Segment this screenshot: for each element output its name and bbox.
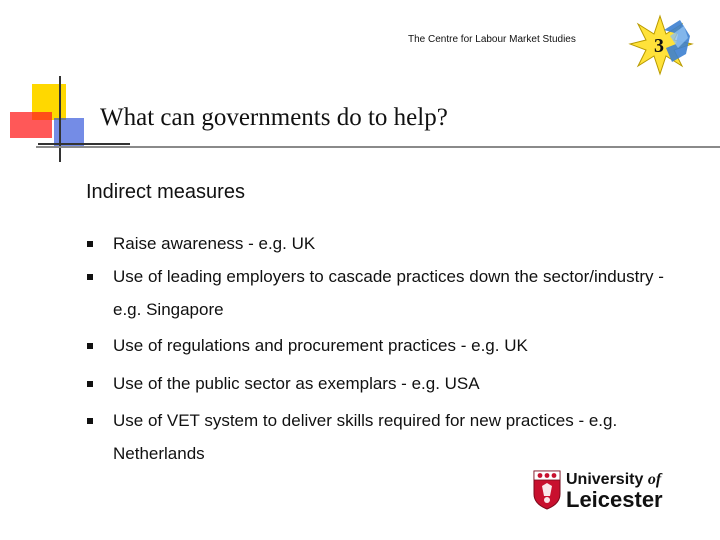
university-name-line2: Leicester — [566, 487, 663, 512]
university-logo — [533, 470, 683, 512]
bullet-square-icon — [87, 274, 93, 280]
bullet-square-icon — [87, 381, 93, 387]
section-heading: Indirect measures — [86, 181, 245, 203]
bullet-square-icon — [87, 343, 93, 349]
clms-logo-monogram: 3 — [654, 35, 664, 57]
list-item-text: Raise awareness - e.g. UK — [113, 234, 316, 253]
list-item-text: Use of leading employers to cascade practices down the sector/industry - e.g. Singapore — [113, 267, 664, 319]
list-item-text: Use of regulations and procurement practices - e.g. UK — [113, 336, 528, 355]
list-item-text: Use of the public sector as exemplars - e.g. USA — [113, 374, 480, 393]
title-rule — [36, 146, 720, 148]
university-shield-icon — [533, 470, 561, 510]
header-org-name: The Centre for Labour Market Studies — [408, 34, 576, 45]
clms-logo — [628, 14, 694, 76]
list-item-text: Use of VET system to deliver skills required for new practices - e.g. Netherlands — [113, 411, 618, 463]
slide-title: What can governments do to help? — [100, 104, 448, 131]
university-name-line1: University of — [566, 471, 662, 488]
bullet-square-icon — [87, 241, 93, 247]
bullet-square-icon — [87, 418, 93, 424]
